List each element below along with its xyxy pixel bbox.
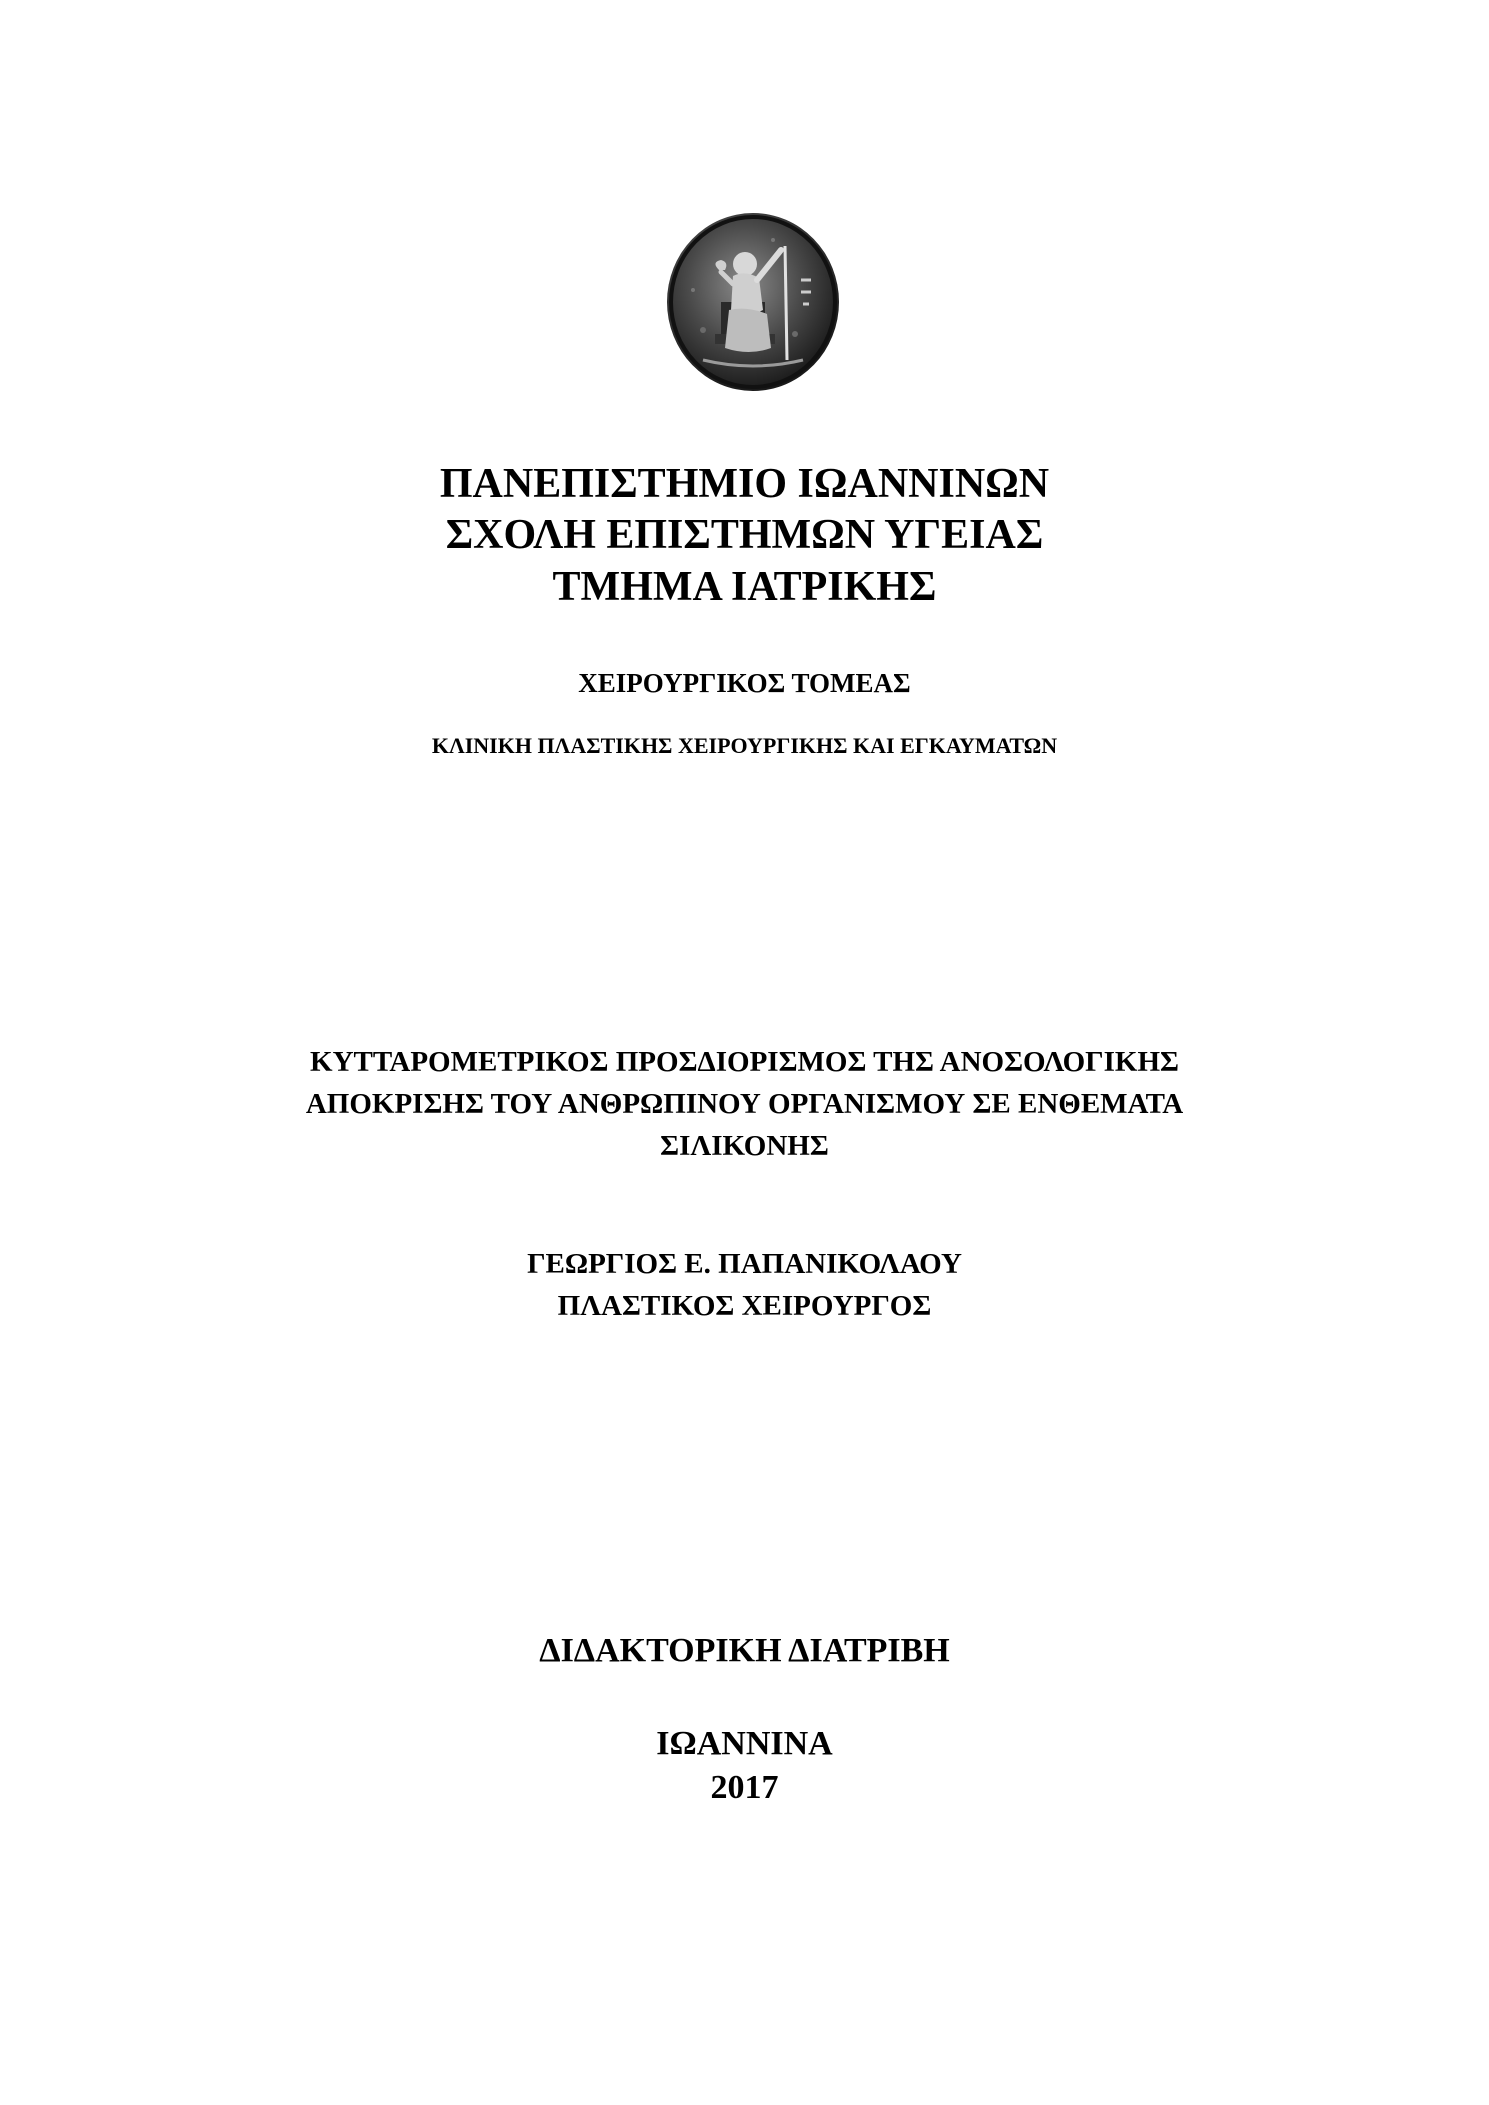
thesis-title-line-3: ΣΙΛΙΚΟΝΗΣ	[660, 1130, 829, 1162]
division-name: ΧΕΙΡΟΥΡΓΙΚΟΣ ΤΟΜΕΑΣ	[578, 668, 911, 698]
place: ΙΩΑΝΝΙΝΑ	[656, 1725, 833, 1762]
thesis-title-line-2: ΑΠΟΚΡΙΣΗΣ ΤΟΥ ΑΝΘΡΩΠΙΝΟΥ ΟΡΓΑΝΙΣΜΟΥ ΣΕ ΕΝΘΕΜΑΤΑ	[305, 1088, 1184, 1120]
thesis-title-line-1: ΚΥΤΤΑΡΟΜΕΤΡΙΚΟΣ ΠΡΟΣΔΙΟΡΙΣΜΟΣ ΤΗΣ ΑΝΟΣΟΛΟΓΙΚΗΣ	[310, 1046, 1179, 1078]
document-type: ΔΙΔΑΚΤΟΡΙΚΗ ΔΙΑΤΡΙΒΗ	[539, 1632, 950, 1669]
department-name: ΤΜΗΜΑ ΙΑΤΡΙΚΗΣ	[552, 564, 937, 610]
university-coin-seal-icon	[663, 210, 843, 394]
author-name: ΓΕΩΡΓΙΟΣ Ε. ΠΑΠΑΝΙΚΟΛΑΟΥ	[527, 1248, 962, 1280]
year: 2017	[710, 1769, 779, 1806]
clinic-name: ΚΛΙΝΙΚΗ ΠΛΑΣΤΙΚΗΣ ΧΕΙΡΟΥΡΓΙΚΗΣ ΚΑΙ ΕΓΚΑΥΜΑΤΩΝ	[431, 733, 1058, 758]
university-name: ΠΑΝΕΠΙΣΤΗΜΙΟ ΙΩΑΝΝΙΝΩΝ	[439, 461, 1050, 507]
author-role: ΠΛΑΣΤΙΚΟΣ ΧΕΙΡΟΥΡΓΟΣ	[557, 1290, 932, 1322]
school-name: ΣΧΟΛΗ ΕΠΙΣΤΗΜΩΝ ΥΓΕΙΑΣ	[445, 512, 1044, 558]
